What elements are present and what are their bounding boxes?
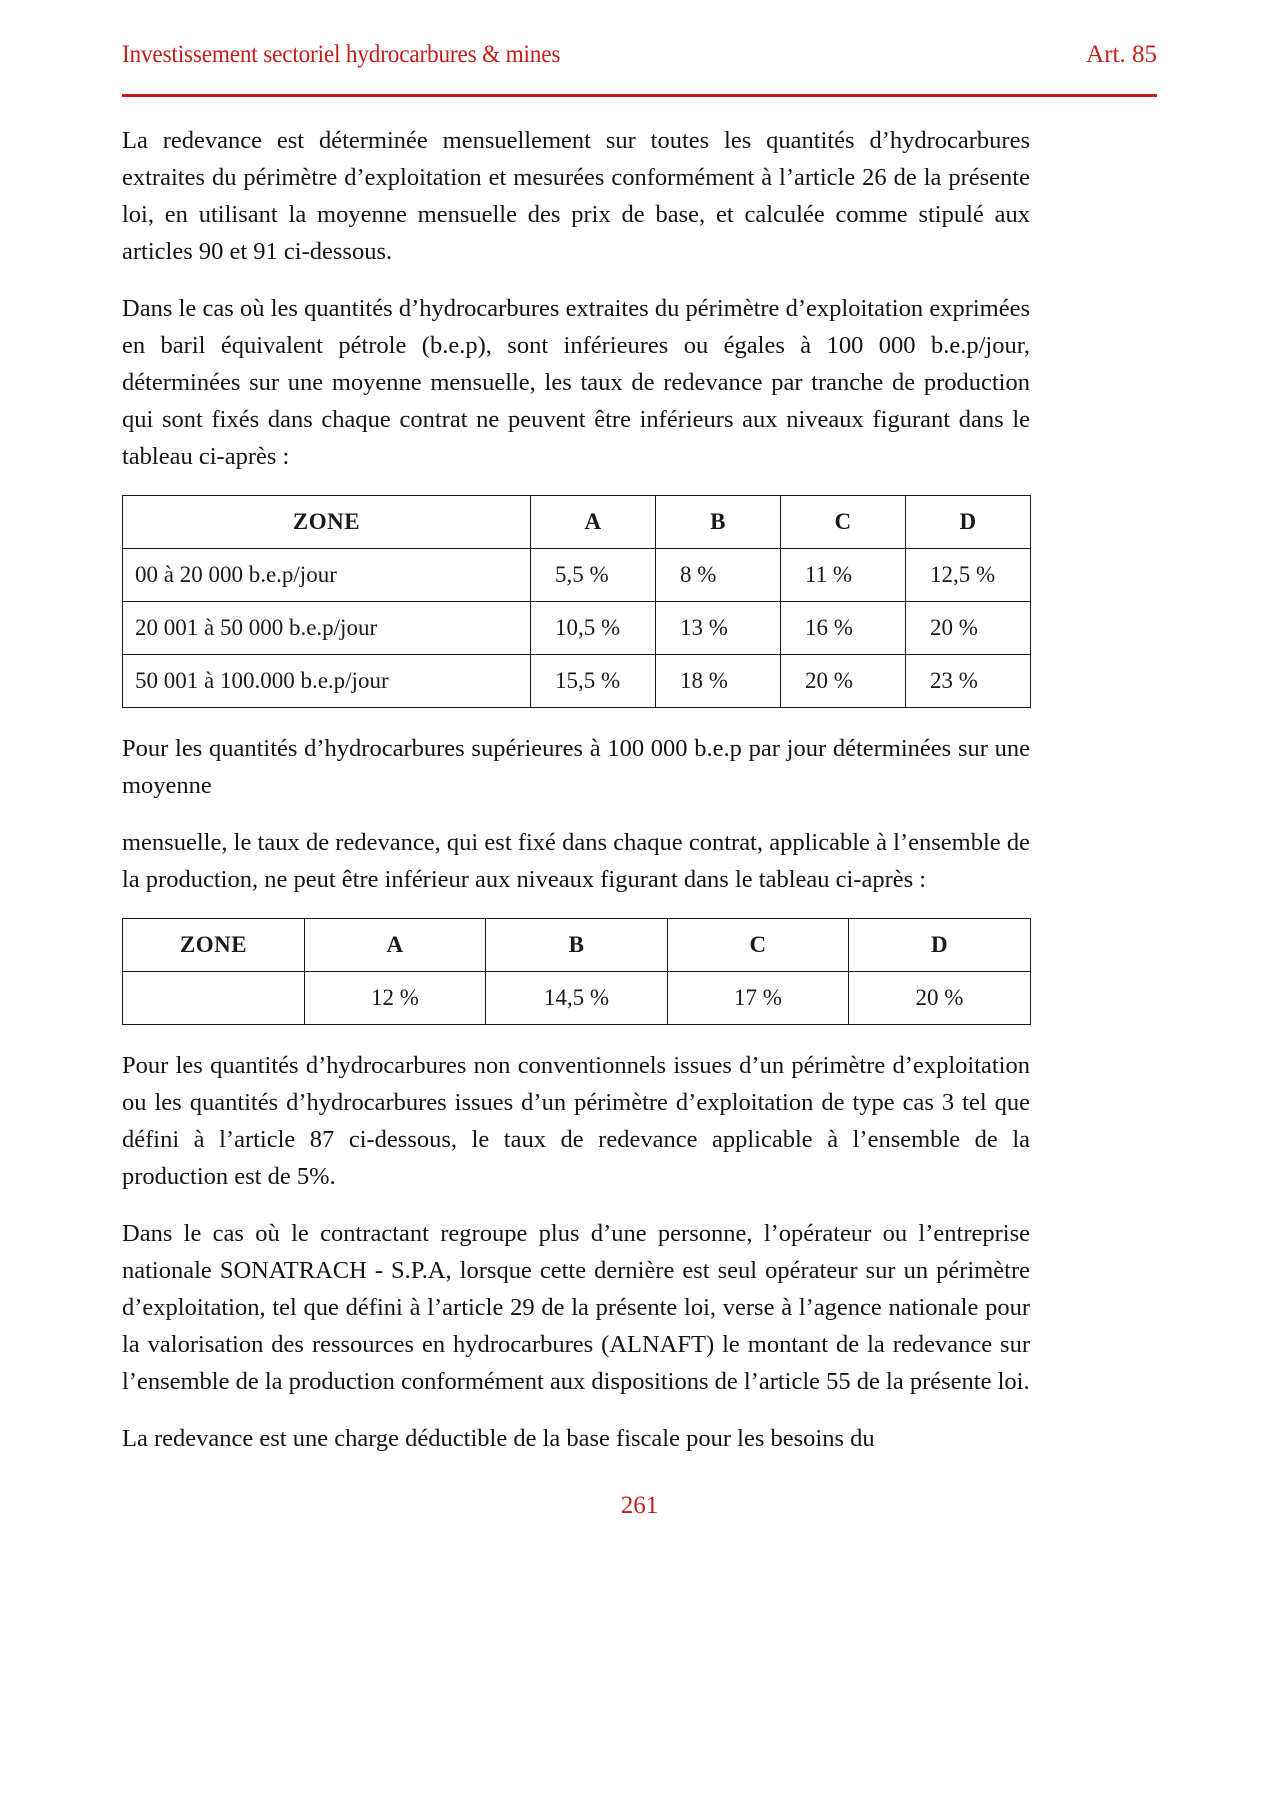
table2-row0-b: 14,5 % [486,972,668,1025]
table1-row2-b: 18 % [656,655,781,708]
table-row [123,655,1031,708]
table2-row0-zone [123,972,305,1025]
royalty-rates-table-global [122,918,1031,1025]
table1-header-c: C [781,496,906,549]
table1-row2-zone: 50 001 à 100.000 b.e.p/jour [123,655,531,708]
table1-row0-b: 8 % [656,549,781,602]
table2-header-d: D [849,919,1031,972]
table-row [123,549,1031,602]
table1-header-zone: ZONE [123,496,531,549]
page-number: 261 [620,1492,659,1519]
table1-row1-b: 13 % [656,602,781,655]
paragraph-3: Pour les quantités d’hydrocarbures supérieures à 100 000 b.e.p par jour déterminées sur une moyenne [122,735,1030,799]
paragraph-6: Dans le cas où le contractant regroupe plus d’une personne, l’opérateur ou l’entreprise nationale SONATRACH - S.P.A, lorsque cette dernière est seul opérateur sur un périmètre d’exploitation, tel que défini à l’article 29 de la présente loi, verse à l’agence nationale pour la valorisation des ressources en hydrocarbures (ALNAFT) le montant de la redevance sur l’ensemble de la production conformément aux dispositions de l’article 55 de la présente loi. [122,1220,1030,1395]
table-row [123,972,1031,1025]
header-article-number: Art. 85 [1086,41,1157,68]
table1-header-d: D [906,496,1031,549]
table2-header-a: A [305,919,486,972]
header-title: Investissement sectoriel hydrocarbures & mines [122,41,561,68]
table1-row0-c: 11 % [781,549,906,602]
table1-row1-a: 10,5 % [531,602,656,655]
paragraph-2: Dans le cas où les quantités d’hydrocarbures extraites du périmètre d’exploitation exprimées en baril équivalent pétrole (b.e.p), sont inférieures ou égales à 100 000 b.e.p/jour, déterminées sur une moyenne mensuelle, les taux de redevance par tranche de production qui sont fixés dans chaque contrat ne peuvent être inférieurs aux niveaux figurant dans le tableau ci-après : [122,295,1030,470]
paragraph-4: mensuelle, le taux de redevance, qui est fixé dans chaque contrat, applicable à l’ensemble de la production, ne peut être inférieur aux niveaux figurant dans le tableau ci-après : [122,829,1030,893]
table-header-row [123,919,1031,972]
page-header [122,40,1157,84]
table1-row1-zone: 20 001 à 50 000 b.e.p/jour [123,602,531,655]
table1-header-b: B [656,496,781,549]
table1-row0-d: 12,5 % [906,549,1031,602]
table2-row0-c: 17 % [668,972,849,1025]
table1-row2-a: 15,5 % [531,655,656,708]
table1-row1-d: 20 % [906,602,1031,655]
header-divider [122,94,1157,97]
table-header-row [123,496,1031,549]
table1-row2-c: 20 % [781,655,906,708]
table1-row0-a: 5,5 % [531,549,656,602]
table1-row1-c: 16 % [781,602,906,655]
page-content [122,122,1030,1477]
table2-row0-a: 12 % [305,972,486,1025]
paragraph-7: La redevance est une charge déductible de la base fiscale pour les besoins du [122,1425,875,1452]
table1-row2-d: 23 % [906,655,1031,708]
royalty-rates-table-tranches [122,495,1031,708]
table1-header-a: A [531,496,656,549]
paragraph-1: La redevance est déterminée mensuellement sur toutes les quantités d’hydrocarbures extraites du périmètre d’exploitation et mesurées conformément à l’article 26 de la présente loi, en utilisant la moyenne mensuelle des prix de base, et calculée comme stipulé aux articles 90 et 91 ci-dessous. [122,127,1030,265]
table-row [123,602,1031,655]
table2-header-c: C [668,919,849,972]
table2-header-b: B [486,919,668,972]
paragraph-5: Pour les quantités d’hydrocarbures non conventionnels issues d’un périmètre d’exploitation ou les quantités d’hydrocarbures issues d’un périmètre d’exploitation de type cas 3 tel que défini à l’article 87 ci-dessous, le taux de redevance applicable à l’ensemble de la production est de 5%. [122,1052,1030,1190]
table1-row0-zone: 00 à 20 000 b.e.p/jour [123,549,531,602]
table2-row0-d: 20 % [849,972,1031,1025]
table2-header-zone: ZONE [123,919,305,972]
